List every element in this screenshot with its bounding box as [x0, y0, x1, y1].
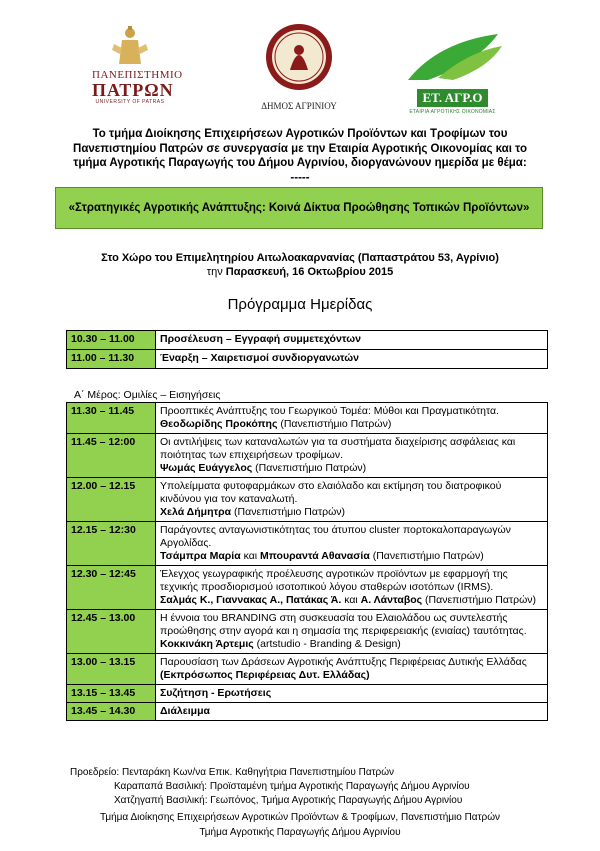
upatras-line3: UNIVERSITY OF PATRAS [95, 99, 165, 105]
time-cell: 13.00 – 13.15 [67, 654, 156, 685]
table-row [67, 610, 548, 654]
time-cell: 10.30 – 11.00 [67, 331, 156, 350]
time-cell: 11.30 – 11.45 [67, 403, 156, 434]
athena-emblem-icon [108, 24, 152, 70]
session-cell: Διάλειμμα [156, 703, 548, 721]
time-cell: 11.45 – 12:00 [67, 434, 156, 478]
talk-title: Υπολείμματα φυτοφαρμάκων στο ελαιόλαδο και εκτίμηση του διατροφικού κινδύνου για τον καταναλωτή. [160, 480, 502, 505]
organizer-line1: Τμήμα Διοίκησης Επιχειρήσεων Αγροτικών Προϊόντων & Τροφίμων, Πανεπιστήμιο Πατρών [99, 812, 501, 823]
date-prefix: την [206, 266, 226, 278]
table-row [67, 403, 548, 434]
talk-cell [156, 434, 548, 478]
leaf-icon [398, 32, 508, 82]
talk-cell [156, 478, 548, 522]
table-row [67, 434, 548, 478]
talk-cell [156, 403, 548, 434]
talk-title: Οι αντιλήψεις των καταναλωτών για τα συστήματα διαχείρισης ασφάλειας και ποιότητας των επιχειρήσεων τροφίμων. [160, 436, 516, 461]
chair-line1: Προεδρείο: Πενταράκη Κων/να Επικ. Καθηγήτρια Πανεπιστημίου Πατρών [70, 767, 395, 778]
table-row [67, 350, 548, 369]
intro-text [60, 127, 540, 185]
speaker-name-2: Μπουραντά Αθανασία [260, 550, 370, 562]
talk-title: Προοπτικές Ανάπτυξης του Γεωργικού Τομέα: Μύθοι και Πραγματικότητα. [160, 405, 499, 417]
talk-title: Έλεγχος γεωγραφικής προέλευσης αγροτικών προϊόντων με εφαρμογή της τεχνικής προσδιορισμού ισοτοπικού λόγου σταθερών ισοτόπων (IRMS). [160, 568, 508, 593]
agrinio-caption: ΔΗΜΟΣ ΑΓΡΙΝΙΟΥ [261, 101, 337, 111]
chair-line2: Καραπαπά Βασιλική: Προϊσταμένη τμήμα Αγροτικής Παραγωγής Δήμου Αγρινίου [114, 781, 470, 792]
upatras-line1: ΠΑΝΕΠΙΣΤΗΜΙΟ [92, 69, 183, 81]
table-row [67, 522, 548, 566]
table-row [67, 478, 548, 522]
chair-line3: Χατζηγαπή Βασιλική: Γεωπόνος, Τμήμα Αγροτικής Παραγωγής Δήμου Αγρινίου [114, 795, 463, 806]
intro-line1: Το τμήμα Διοίκησης Επιχειρήσεων Αγροτικών Προϊόντων και Τροφίμων του [92, 128, 508, 140]
program-title: Πρόγραμμα Ημερίδας [227, 296, 373, 313]
session-cell: Έναρξη – Χαιρετισμοί συνδιοργανωτών [156, 350, 548, 369]
intro-line3: τμήμα Αγροτικής Παραγωγής του Δήμου Αγρινίου, διοργανώνουν ημερίδα με θέμα: [73, 157, 527, 169]
etagro-logo [385, 32, 520, 115]
organizers-footer [0, 810, 600, 840]
time-cell: 12.15 – 12:30 [67, 522, 156, 566]
time-cell: 12.45 – 13.00 [67, 610, 156, 654]
etagro-caption: ΕΤΑΙΡΙΑ ΑΓΡΟΤΙΚΗΣ ΟΙΚΟΝΟΜΙΑΣ [409, 109, 496, 115]
talk-title: Η έννοια του BRANDING στη συσκευασία του Ελαιολάδου ως συντελεστής προώθησης στην αγορά και η σημασία της περιφερειακής (ενιαίας) ταυτότητας. [160, 612, 527, 637]
speaker-joiner: και [341, 594, 361, 606]
speaker-affiliation: (Πανεπιστήμιο Πατρών) [369, 550, 484, 562]
speaker-affiliation: (Πανεπιστήμιο Πατρών) [252, 462, 367, 474]
session-cell: Προσέλευση – Εγγραφή συμμετεχόντων [156, 331, 548, 350]
venue-location: Στο Χώρο του Επιμελητηρίου Αιτωλοακαρνανίας (Παπαστράτου 53, Αγρίνιο) [101, 252, 499, 264]
intro-line2: Πανεπιστημίου Πατρών σε συνεργασία με την Εταιρία Αγροτικής Οικονομίας και το [73, 142, 527, 155]
speaker-name: Σαλμάς Κ., Γιαννακας Α., Πατάκας Ά. [160, 594, 342, 606]
part-label: Α΄ Μέρος: Ομιλίες – Εισηγήσεις [74, 389, 221, 401]
venue-info [60, 251, 540, 279]
upatras-line2: ΠΑΤΡΩΝ [92, 80, 174, 100]
speaker-affiliation: (Πανεπιστήμιο Πατρών) [231, 506, 346, 518]
talk-title: Παράγοντες ανταγωνιστικότητας του άτυπου cluster πορτοκαλοπαραγωγών Αργολίδας. [160, 524, 511, 549]
time-cell: 11.00 – 11.30 [67, 350, 156, 369]
talk-cell [156, 610, 548, 654]
time-cell: 13.15 – 13.45 [67, 685, 156, 703]
time-cell: 13.45 – 14.30 [67, 703, 156, 721]
agrinio-seal-icon [264, 20, 334, 94]
talks-schedule-table [66, 402, 548, 721]
speaker-name: Ψωμάς Ευάγγελος [160, 462, 253, 474]
speaker-name: Κοκκινάκη Άρτεμις [160, 638, 254, 650]
session-cell: Συζήτηση - Ερωτήσεις [156, 685, 548, 703]
organizer-line2: Τμήμα Αγροτικής Παραγωγής Δήμου Αγρινίου [199, 827, 401, 838]
speaker-affiliation: (Πανεπιστήμιο Πατρών) [277, 418, 392, 430]
speaker-joiner: και [240, 550, 261, 562]
talk-cell [156, 654, 548, 685]
table-row [67, 685, 548, 703]
event-subject: «Στρατηγικές Αγροτικής Ανάπτυξης: Κοινά Δίκτυα Προώθησης Τοπικών Προϊόντων» [68, 202, 530, 214]
speaker-affiliation: (artstudio - Branding & Design) [253, 638, 401, 650]
event-date: Παρασκευή, 16 Οκτωβρίου 2015 [225, 266, 394, 278]
event-subject-box [55, 187, 543, 229]
talk-cell [156, 566, 548, 610]
speaker-name: Θεοδωρίδης Προκόπης [160, 418, 278, 430]
speaker-name: Τσάμπρα Μαρία [160, 550, 241, 562]
agrinio-municipality-logo [254, 20, 344, 111]
time-cell: 12.00 – 12.15 [67, 478, 156, 522]
intro-dashes: ----- [290, 171, 310, 184]
talk-cell [156, 522, 548, 566]
time-cell: 12.30 – 12:45 [67, 566, 156, 610]
talk-title: Παρουσίαση των Δράσεων Αγροτικής Ανάπτυξης Περιφέρειας Δυτικής Ελλάδας [160, 656, 527, 668]
etagro-badge: ΕΤ. ΑΓΡ.Ο [417, 89, 489, 107]
chair-info [70, 766, 550, 808]
speaker-name: (Εκπρόσωπος Περιφέρειας Δυτ. Ελλάδας) [160, 669, 370, 681]
table-row [67, 566, 548, 610]
logos-header [0, 14, 600, 114]
table-row [67, 331, 548, 350]
table-row [67, 654, 548, 685]
table-row [67, 703, 548, 721]
speaker-name: Χελά Δήμητρα [160, 506, 232, 518]
university-of-patras-logo [92, 24, 183, 105]
speaker-affiliation: (Πανεπιστήμιο Πατρών) [422, 594, 537, 606]
speaker-name-2: Α. Λάνταβος [360, 594, 423, 606]
opening-schedule-table [66, 330, 548, 369]
